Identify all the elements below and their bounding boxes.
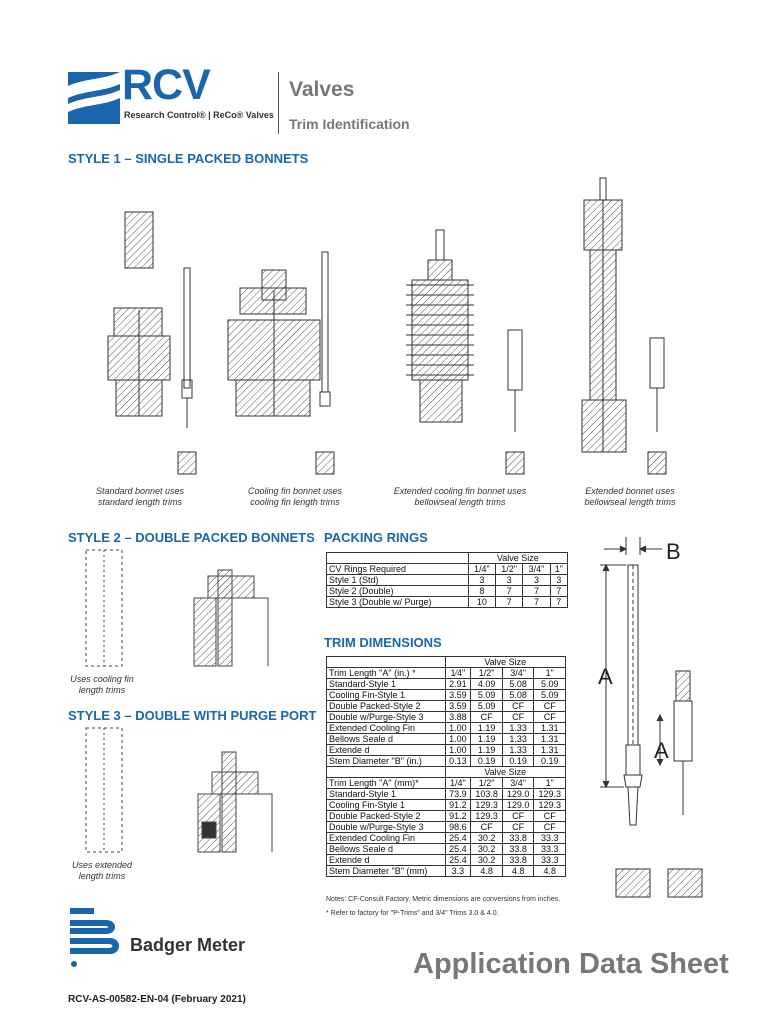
table-row xyxy=(327,833,566,844)
table-cell: 1.33 xyxy=(502,734,534,745)
table-cell: 1.31 xyxy=(534,723,566,734)
table-cell: 7 xyxy=(496,586,523,597)
caption-line: length trims xyxy=(78,871,126,881)
table-row xyxy=(327,723,566,734)
table-cell: Extende d xyxy=(327,855,446,866)
table-cell: 5.09 xyxy=(534,690,566,701)
table-cell: 3 xyxy=(496,575,523,586)
dimension-label-a-short: A xyxy=(654,738,669,763)
table-row xyxy=(327,712,566,723)
caption-line: Standard bonnet uses xyxy=(95,486,185,496)
table-row xyxy=(327,668,566,679)
table-cell: 8 xyxy=(468,586,495,597)
table-header-cell: 1/4" xyxy=(445,778,471,789)
footer-title: Application Data Sheet xyxy=(413,948,729,980)
table-cell: Style 3 (Double w/ Purge) xyxy=(327,597,469,608)
table-cell: 33.8 xyxy=(502,844,534,855)
table-cell: 5.09 xyxy=(471,690,503,701)
table-cell: 7 xyxy=(550,597,567,608)
style2-drawings xyxy=(82,548,282,670)
table-cell: 129.3 xyxy=(534,800,566,811)
table-group-header: Valve Size xyxy=(468,553,567,564)
extended-cooling-fin-drawing xyxy=(406,230,524,474)
table-row xyxy=(327,553,568,564)
table-cell: Bellows Seale d xyxy=(327,734,446,745)
standard-bonnet-drawing xyxy=(108,212,196,474)
section-packing-heading: PACKING RINGS xyxy=(324,530,428,545)
table-cell: 33.3 xyxy=(534,844,566,855)
table-cell: 1.00 xyxy=(445,734,471,745)
table-row xyxy=(327,586,568,597)
table-cell: Style 2 (Double) xyxy=(327,586,469,597)
table-cell: 33.3 xyxy=(534,855,566,866)
style1-bonnet-drawings xyxy=(90,170,710,480)
table-cell: 3.59 xyxy=(445,701,471,712)
trim-dimension-drawing xyxy=(590,535,710,915)
table-cell: 30.2 xyxy=(471,855,503,866)
table-header-cell: 1/2" xyxy=(471,668,503,679)
section-trim-heading: TRIM DIMENSIONS xyxy=(324,635,442,650)
table-row xyxy=(327,734,566,745)
table-cell: Extended Cooling Fin xyxy=(327,833,446,844)
trim-inch-rows xyxy=(327,679,566,767)
page-title: Valves xyxy=(289,78,355,101)
table-header-cell: CV Rings Required xyxy=(327,564,469,575)
table-cell: Extende d xyxy=(327,745,446,756)
table-cell: 91.2 xyxy=(445,811,471,822)
table-cell: 3 xyxy=(523,575,550,586)
table-cell: Extended Cooling Fin xyxy=(327,723,446,734)
table-cell: 30.2 xyxy=(471,844,503,855)
packing-rings-table xyxy=(326,552,568,608)
table-cell: 129.3 xyxy=(534,789,566,800)
table-cell: 5.08 xyxy=(502,679,534,690)
table-header-cell: 1" xyxy=(534,778,566,789)
table-cell xyxy=(327,767,446,778)
brand-subtitle: Research Control® | ReCo® Valves xyxy=(124,110,274,120)
table-cell: Double Packed-Style 2 xyxy=(327,811,446,822)
table-cell: 7 xyxy=(550,586,567,597)
table-header-cell: 3/4" xyxy=(502,668,534,679)
table-cell: 1.31 xyxy=(534,745,566,756)
table-cell: 3.59 xyxy=(445,690,471,701)
table-row xyxy=(327,811,566,822)
table-group-header: Valve Size xyxy=(445,657,566,668)
section-style3-heading: STYLE 3 – DOUBLE WITH PURGE PORT xyxy=(68,708,317,723)
table-row xyxy=(327,690,566,701)
caption-style3 xyxy=(62,860,142,882)
table-cell: 1.19 xyxy=(471,745,503,756)
table-note-1: Notes: CF-Consult Factory. Metric dimensions are conversions from inches. xyxy=(326,896,561,903)
caption-line: cooling fin length trims xyxy=(250,497,340,507)
caption-line: bellowseal length trims xyxy=(414,497,506,507)
caption-line: Uses cooling fin xyxy=(70,674,134,684)
table-cell: 1.19 xyxy=(471,734,503,745)
table-cell: 4.8 xyxy=(502,866,534,877)
table-row xyxy=(327,789,566,800)
table-cell: 7 xyxy=(496,597,523,608)
rcv-logo-icon xyxy=(68,70,120,124)
table-row xyxy=(327,597,568,608)
table-cell: 4.09 xyxy=(471,679,503,690)
table-cell: CF xyxy=(534,701,566,712)
table-cell: Double w/Purge-Style 3 xyxy=(327,712,446,723)
caption-line: Extended bonnet uses xyxy=(585,486,675,496)
caption-style2 xyxy=(62,674,142,696)
extended-bonnet-drawing xyxy=(582,178,666,474)
table-cell: Style 1 (Std) xyxy=(327,575,469,586)
table-row xyxy=(327,701,566,712)
table-cell: 33.3 xyxy=(534,833,566,844)
table-cell: 1.31 xyxy=(534,734,566,745)
trim-dimensions-table xyxy=(326,656,566,877)
table-header-cell: 1/2" xyxy=(471,778,503,789)
table-cell: CF xyxy=(471,712,503,723)
table-cell: 7 xyxy=(523,586,550,597)
table-cell: 103.8 xyxy=(471,789,503,800)
table-cell: 129.0 xyxy=(502,789,534,800)
table-row xyxy=(327,844,566,855)
table-row xyxy=(327,657,566,668)
caption-line: Extended cooling fin bonnet uses xyxy=(393,486,527,496)
table-cell: CF xyxy=(534,822,566,833)
caption-line: Uses extended xyxy=(71,860,133,870)
table-cell: 33.8 xyxy=(502,833,534,844)
table-header-cell: 1" xyxy=(534,668,566,679)
table-cell: 4.8 xyxy=(471,866,503,877)
table-cell: 129.3 xyxy=(471,800,503,811)
table-cell: CF xyxy=(502,712,534,723)
table-row xyxy=(327,679,566,690)
table-cell: CF xyxy=(502,811,534,822)
table-cell: 33.8 xyxy=(502,855,534,866)
table-row xyxy=(327,800,566,811)
table-cell: CF xyxy=(502,822,534,833)
badger-meter-wordmark: Badger Meter xyxy=(130,935,246,955)
table-row xyxy=(327,745,566,756)
table-cell: 129.0 xyxy=(502,800,534,811)
table-cell: 0.19 xyxy=(534,756,566,767)
table-header-cell: 3/4" xyxy=(523,564,550,575)
table-row xyxy=(327,866,566,877)
table-cell: CF xyxy=(534,811,566,822)
table-cell: 0.19 xyxy=(502,756,534,767)
caption-line: standard length trims xyxy=(97,497,183,507)
table-cell: 1.00 xyxy=(445,745,471,756)
table-cell: Double w/Purge-Style 3 xyxy=(327,822,446,833)
table-cell: 5.09 xyxy=(471,701,503,712)
trim-mm-rows xyxy=(327,789,566,877)
table-cell: 3 xyxy=(550,575,567,586)
table-cell: CF xyxy=(471,822,503,833)
table-cell: 10 xyxy=(468,597,495,608)
table-cell: 1.33 xyxy=(502,723,534,734)
table-cell: 25.4 xyxy=(445,844,471,855)
table-cell: Stem Diameter "B" (mm) xyxy=(327,866,446,877)
table-note-2: * Refer to factory for "P-Trims" and 3/4" Trims 3.0 & 4.0. xyxy=(326,910,499,917)
table-cell: 5.09 xyxy=(534,679,566,690)
table-cell: Standard-Style 1 xyxy=(327,789,446,800)
table-cell: 5.08 xyxy=(502,690,534,701)
caption-extended-cooling-fin xyxy=(380,486,540,508)
document-number: RCV-AS-00582-EN-04 (February 2021) xyxy=(68,994,246,1005)
table-cell: Stem Diameter "B" (in.) xyxy=(327,756,446,767)
table-row xyxy=(327,756,566,767)
table-cell: 3 xyxy=(468,575,495,586)
table-cell: 98.6 xyxy=(445,822,471,833)
table-cell: 25.4 xyxy=(445,855,471,866)
header-divider xyxy=(278,72,279,134)
table-header-cell: Trim Length "A" (in.) * xyxy=(327,668,446,679)
table-row xyxy=(327,778,566,789)
table-cell xyxy=(327,657,446,668)
table-header-cell: 1⁄4" xyxy=(445,668,471,679)
section-style2-heading: STYLE 2 – DOUBLE PACKED BONNETS xyxy=(68,530,315,545)
table-cell: 7 xyxy=(523,597,550,608)
table-cell: Double Packed-Style 2 xyxy=(327,701,446,712)
table-header-cell: 1" xyxy=(550,564,567,575)
table-cell: 1.00 xyxy=(445,723,471,734)
caption-standard-bonnet xyxy=(70,486,210,508)
caption-line: Cooling fin bonnet uses xyxy=(247,486,343,496)
table-cell: 30.2 xyxy=(471,833,503,844)
page-subtitle: Trim Identification xyxy=(289,116,410,132)
table-cell xyxy=(327,553,469,564)
table-row xyxy=(327,575,568,586)
table-cell: Standard-Style 1 xyxy=(327,679,446,690)
table-header-cell: Trim Length "A" (mm)* xyxy=(327,778,446,789)
table-cell: 3.3 xyxy=(445,866,471,877)
table-cell: 0.19 xyxy=(471,756,503,767)
table-cell: Bellows Seale d xyxy=(327,844,446,855)
badger-meter-logo-icon xyxy=(66,906,126,968)
table-cell: 25.4 xyxy=(445,833,471,844)
table-cell: Cooling Fin-Style 1 xyxy=(327,690,446,701)
brand-wordmark: RCV xyxy=(122,61,210,109)
table-cell: Cooling Fin-Style 1 xyxy=(327,800,446,811)
table-cell: 0.13 xyxy=(445,756,471,767)
table-cell: 129.3 xyxy=(471,811,503,822)
table-cell: 4.8 xyxy=(534,866,566,877)
table-header-cell: 1/2" xyxy=(496,564,523,575)
table-cell: 3.88 xyxy=(445,712,471,723)
cooling-fin-bonnet-drawing xyxy=(228,252,334,474)
table-cell: 91.2 xyxy=(445,800,471,811)
table-row xyxy=(327,767,566,778)
table-row xyxy=(327,564,568,575)
style3-drawings xyxy=(82,726,282,856)
table-header-cell: 1/4" xyxy=(468,564,495,575)
table-cell: CF xyxy=(502,701,534,712)
table-cell: 2.91 xyxy=(445,679,471,690)
table-cell: 73.9 xyxy=(445,789,471,800)
caption-line: bellowseal length trims xyxy=(584,497,676,507)
table-row xyxy=(327,855,566,866)
caption-line: length trims xyxy=(78,685,126,695)
table-row xyxy=(327,822,566,833)
caption-cooling-fin xyxy=(225,486,365,508)
section-style1-heading: STYLE 1 – SINGLE PACKED BONNETS xyxy=(68,151,309,166)
dimension-label-a: A xyxy=(598,664,613,689)
table-header-cell: 3/4" xyxy=(502,778,534,789)
dimension-label-b: B xyxy=(666,539,681,564)
table-cell: 1.19 xyxy=(471,723,503,734)
table-cell: 1.33 xyxy=(502,745,534,756)
caption-extended-bonnet xyxy=(570,486,690,508)
table-cell: CF xyxy=(534,712,566,723)
table-group-header: Valve Size xyxy=(445,767,566,778)
